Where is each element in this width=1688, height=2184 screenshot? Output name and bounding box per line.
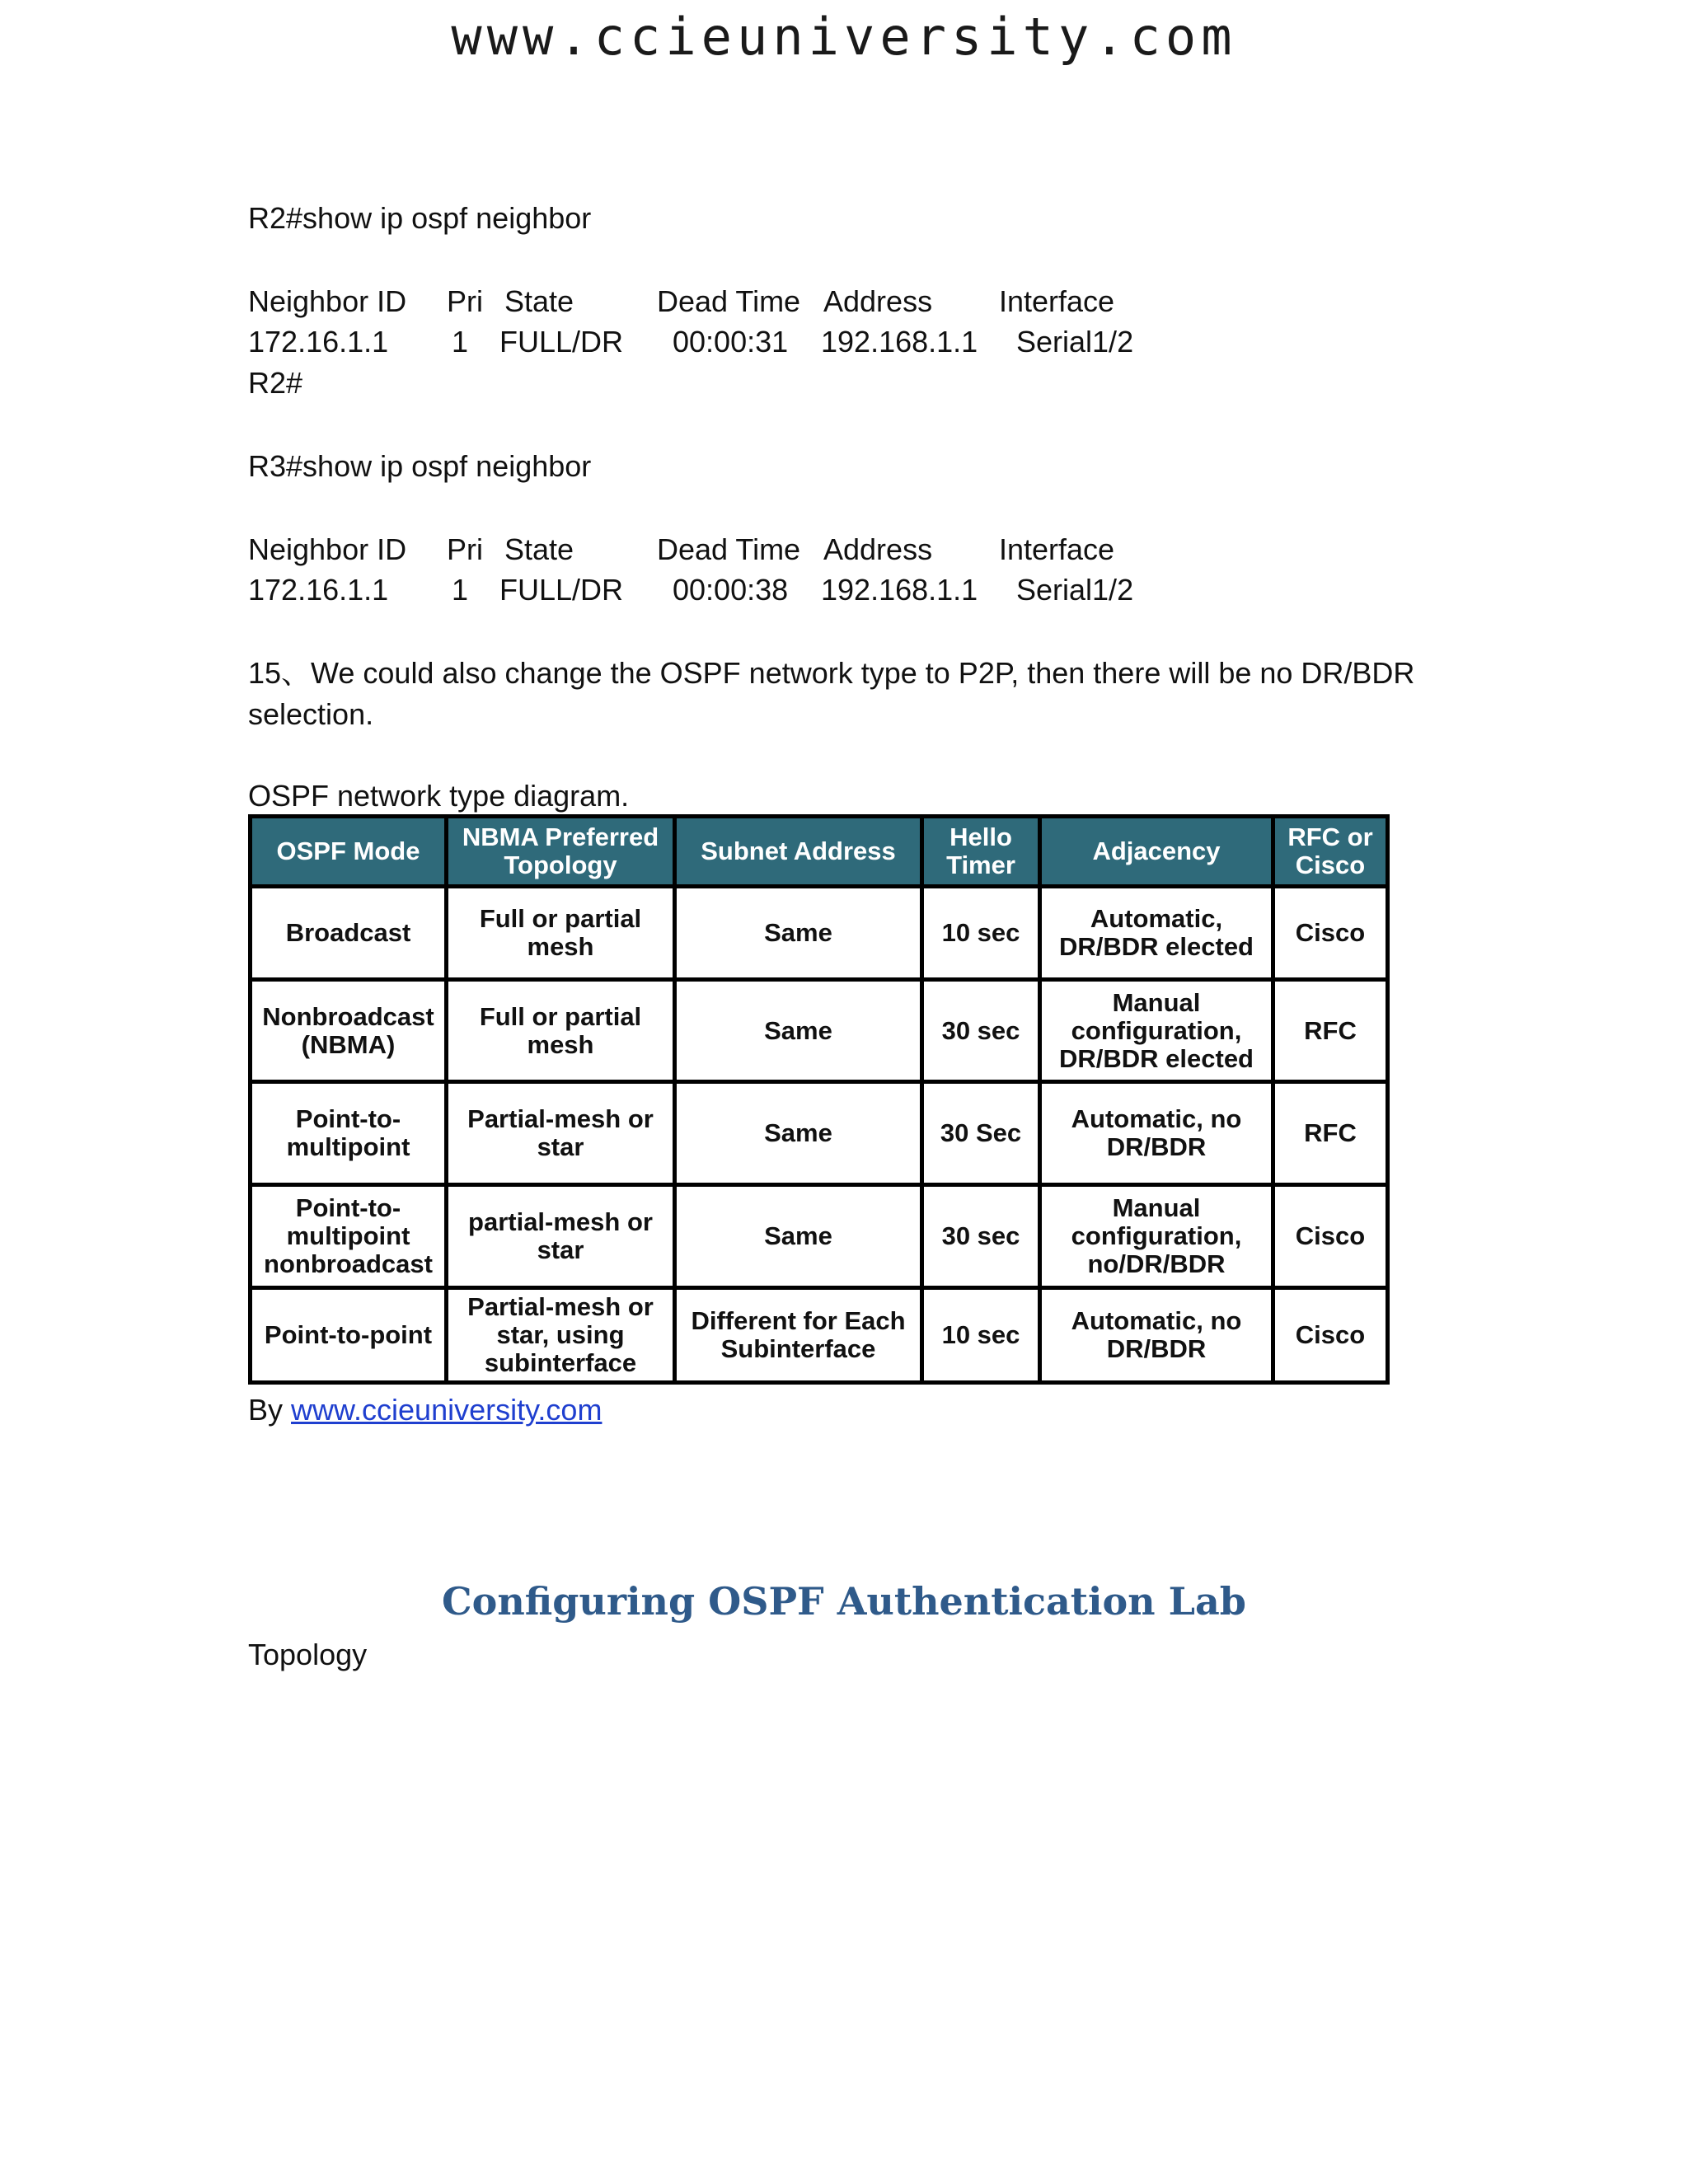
cell-rfc-cisco: Cisco <box>1273 1185 1388 1288</box>
col-pri: Pri <box>447 532 483 566</box>
cell-adjacency: Automatic, no DR/BDR <box>1040 1288 1273 1383</box>
cell-hello: 10 sec <box>922 1288 1040 1383</box>
cell-ospf-mode: Nonbroadcast (NBMA) <box>251 980 447 1082</box>
cell-adjacency: Automatic, DR/BDR elected <box>1040 887 1273 980</box>
cell-ospf-mode: Point-to-point <box>251 1288 447 1383</box>
by-line <box>248 1390 602 1431</box>
header-ospf-mode: OSPF Mode <box>251 817 447 887</box>
cell-state: FULL/DR <box>499 573 624 607</box>
cell-topology: Full or partial mesh <box>447 980 675 1082</box>
col-dead-time: Dead Time <box>657 532 801 566</box>
cell-topology: Partial-mesh or star <box>447 1082 675 1185</box>
lab-title: Configuring OSPF Authentication Lab <box>442 1579 1246 1624</box>
cell-hello: 10 sec <box>922 887 1040 980</box>
cell-topology: partial-mesh or star <box>447 1185 675 1288</box>
header-hello-timer: Hello Timer <box>922 817 1040 887</box>
table-row <box>251 1288 1388 1383</box>
cell-neighbor-id: 172.16.1.1 <box>248 325 389 359</box>
cell-topology: Full or partial mesh <box>447 887 675 980</box>
r2-command: R2#show ip ospf neighbor <box>248 201 592 235</box>
cell-ospf-mode: Point-to-multipoint nonbroadcast <box>251 1185 447 1288</box>
r2-prompt: R2# <box>248 366 303 400</box>
cell-subnet: Same <box>675 980 922 1082</box>
col-dead-time: Dead Time <box>657 284 801 318</box>
cell-dead-time: 00:00:31 <box>673 325 789 359</box>
site-header: www.ccieuniversity.com <box>451 7 1237 67</box>
cell-subnet: Different for Each Subinterface <box>675 1288 922 1383</box>
col-address: Address <box>823 284 933 318</box>
cell-hello: 30 sec <box>922 980 1040 1082</box>
header-subnet-address: Subnet Address <box>675 817 922 887</box>
cell-adjacency: Manual configuration, no/DR/BDR <box>1040 1185 1273 1288</box>
table-row <box>251 1082 1388 1185</box>
cell-rfc-cisco: Cisco <box>1273 887 1388 980</box>
cell-address: 192.168.1.1 <box>821 573 978 607</box>
cell-hello: 30 Sec <box>922 1082 1040 1185</box>
by-prefix: By <box>248 1393 292 1427</box>
table-header-row <box>251 817 1388 887</box>
cell-pri: 1 <box>452 573 469 607</box>
col-neighbor-id: Neighbor ID <box>248 284 407 318</box>
ospf-network-type-table <box>248 814 1390 1385</box>
cell-subnet: Same <box>675 1185 922 1288</box>
col-interface: Interface <box>999 284 1115 318</box>
r3-command: R3#show ip ospf neighbor <box>248 449 592 483</box>
table-row <box>251 980 1388 1082</box>
cell-rfc-cisco: RFC <box>1273 980 1388 1082</box>
cell-address: 192.168.1.1 <box>821 325 978 359</box>
cell-adjacency: Automatic, no DR/BDR <box>1040 1082 1273 1185</box>
header-rfc-or-cisco: RFC or Cisco <box>1273 817 1388 887</box>
topology-label: Topology <box>248 1638 368 1671</box>
cell-pri: 1 <box>452 325 469 359</box>
cell-rfc-cisco: Cisco <box>1273 1288 1388 1383</box>
cell-subnet: Same <box>675 1082 922 1185</box>
cell-adjacency: Manual configuration, DR/BDR elected <box>1040 980 1273 1082</box>
col-interface: Interface <box>999 532 1115 566</box>
table-row <box>251 887 1388 980</box>
cell-interface: Serial1/2 <box>1016 573 1134 607</box>
cell-ospf-mode: Broadcast <box>251 887 447 980</box>
ccieuniversity-link[interactable]: www.ccieuniversity.com <box>291 1393 603 1427</box>
cell-dead-time: 00:00:38 <box>673 573 789 607</box>
col-state: State <box>504 284 574 318</box>
cell-subnet: Same <box>675 887 922 980</box>
step-15-text: 15、We could also change the OSPF network type to P2P, then there will be no DR/BDR selection. <box>248 656 1415 731</box>
header-nbma-topology: NBMA Preferred Topology <box>447 817 675 887</box>
header-adjacency: Adjacency <box>1040 817 1273 887</box>
col-pri: Pri <box>447 284 483 318</box>
cell-neighbor-id: 172.16.1.1 <box>248 573 389 607</box>
col-address: Address <box>823 532 933 566</box>
cell-interface: Serial1/2 <box>1016 325 1134 359</box>
cell-state: FULL/DR <box>499 325 624 359</box>
cell-ospf-mode: Point-to-multipoint <box>251 1082 447 1185</box>
diagram-caption: OSPF network type diagram. <box>248 779 630 813</box>
cell-topology: Partial-mesh or star, using subinterface <box>447 1288 675 1383</box>
cell-rfc-cisco: RFC <box>1273 1082 1388 1185</box>
col-neighbor-id: Neighbor ID <box>248 532 407 566</box>
table-row <box>251 1185 1388 1288</box>
col-state: State <box>504 532 574 566</box>
cell-hello: 30 sec <box>922 1185 1040 1288</box>
